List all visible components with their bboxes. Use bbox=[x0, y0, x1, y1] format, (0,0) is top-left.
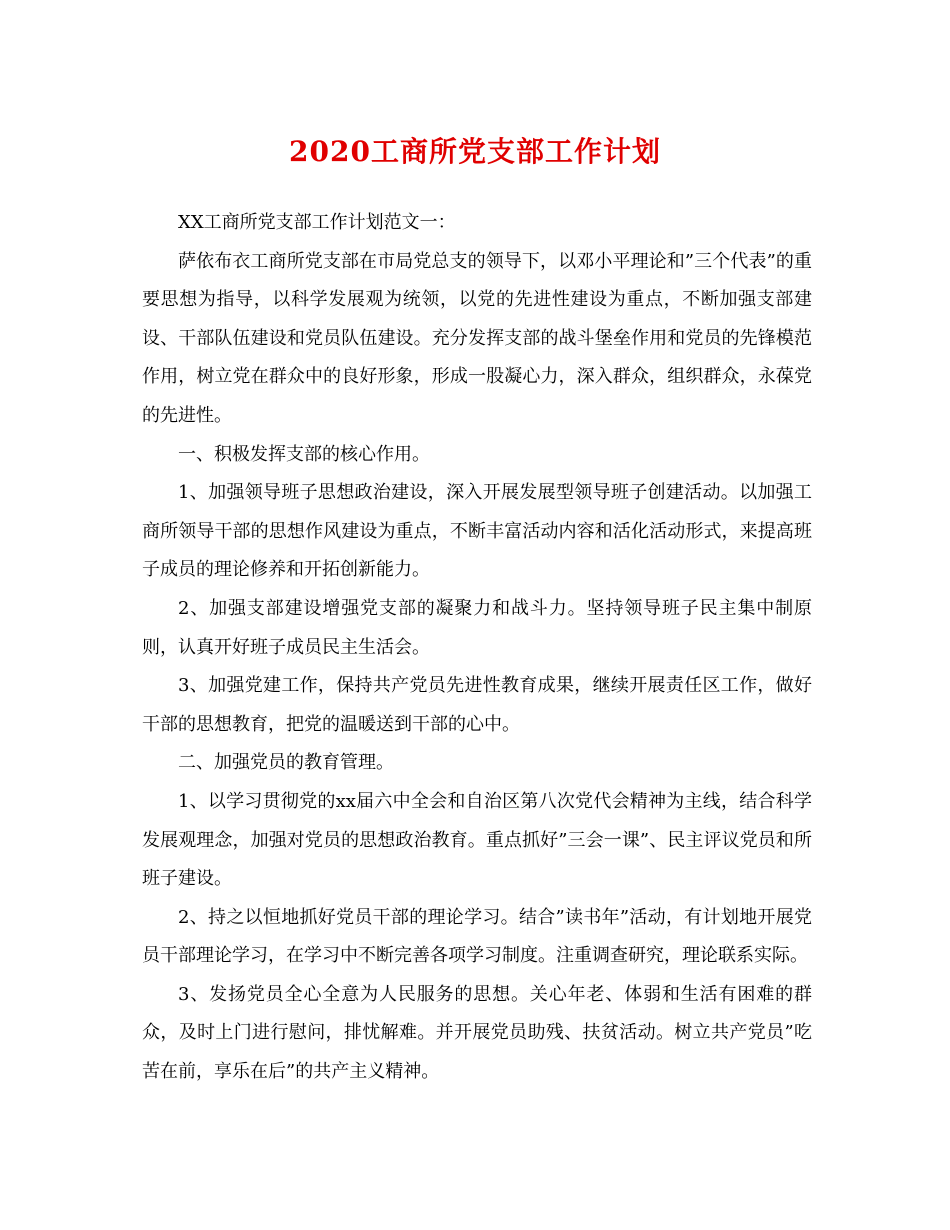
document-body bbox=[142, 204, 812, 1092]
paragraph-intro: XX工商所党支部工作计划范文一： bbox=[178, 212, 456, 233]
paragraph-item-2-1: 1、以学习贯彻党的xx届六中全会和自治区第八次党代会精神为主线，结合科学发展观理念，加强对党员的思想政治教育。重点抓好”三会一课”、民主评议党员和所班子建设。 bbox=[142, 790, 812, 890]
paragraph-item-1-1: 1、加强领导班子思想政治建设，深入开展发展型领导班子创建活动。以加强工商所领导干部的思想作风建设为重点，不断丰富活动内容和活化活动形式，来提高班子成员的理论修养和开拓创新能力。 bbox=[142, 482, 812, 581]
paragraph-overview: 萨依布衣工商所党支部在市局党总支的领导下，以邓小平理论和”三个代表”的重要思想为指导，以科学发展观为统领，以党的先进性建设为重点，不断加强支部建设、干部队伍建设和党员队伍建设。充分发挥支部的战斗堡垒作用和党员的先锋模范作用，树立党在群众中的良好形象，形成一股凝心力，深入群众，组织群众，永葆党的先进性。 bbox=[142, 250, 812, 426]
section-heading-2: 二、加强党员的教育管理。 bbox=[178, 752, 394, 774]
paragraph-item-1-3: 3、加强党建工作，保持共产党员先进性教育成果，继续开展责任区工作，做好干部的思想教育，把党的温暖送到干部的心中。 bbox=[142, 675, 812, 735]
section-heading-1: 一、积极发挥支部的核心作用。 bbox=[178, 443, 430, 465]
paragraph-item-1-2: 2、加强支部建设增强党支部的凝聚力和战斗力。坚持领导班子民主集中制原则，认真开好班子成员民主生活会。 bbox=[142, 597, 812, 658]
document-title: 2020工商所党支部工作计划 bbox=[289, 135, 661, 168]
paragraph-item-2-3: 3、发扬党员全心全意为人民服务的思想。关心年老、体弱和生活有困难的群众，及时上门进行慰问，排忧解难。并开展党员助残、扶贫活动。树立共产党员”吃苦在前，享乐在后”的共产主义精神。 bbox=[142, 983, 812, 1083]
paragraph-item-2-2: 2、持之以恒地抓好党员干部的理论学习。结合”读书年”活动，有计划地开展党员干部理论学习，在学习中不断完善各项学习制度。注重调查研究，理论联系实际。 bbox=[142, 906, 812, 967]
